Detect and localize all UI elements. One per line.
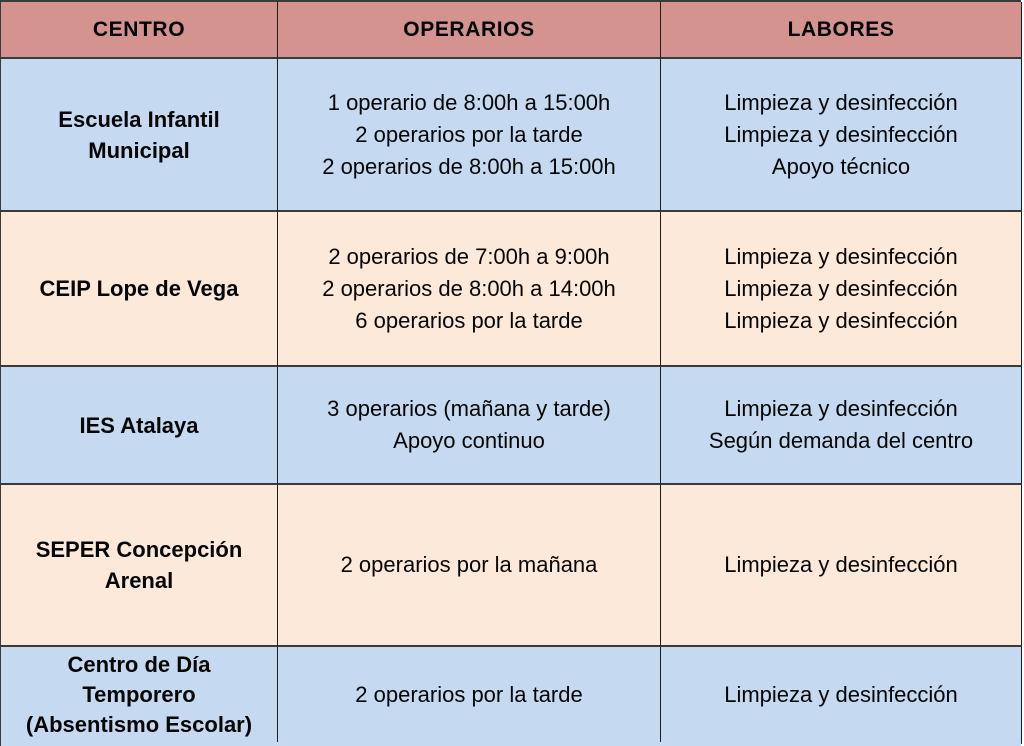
cell-line: Limpieza y desinfección [724, 121, 958, 147]
cell-line: Limpieza y desinfección [724, 243, 958, 269]
cell-line: Apoyo continuo [393, 428, 545, 453]
header-cell-centro [1, 2, 278, 59]
header-label: CENTRO [92, 17, 186, 41]
cell-line: Arenal [104, 568, 174, 593]
header-label: OPERARIOS [403, 17, 535, 41]
cell-line: Limpieza y desinfección [724, 552, 958, 577]
header-cell-operarios [278, 2, 661, 59]
labores-cell [661, 647, 1022, 744]
operarios-cell [278, 367, 661, 485]
cell-line: Apoyo técnico [771, 153, 911, 179]
cell-line: 6 operarios por la tarde [355, 307, 583, 333]
cell-line: 2 operarios por la tarde [355, 681, 583, 707]
operarios-cell [278, 485, 661, 647]
cell-line: CEIP Lope de Vega [39, 276, 239, 301]
centro-cell [1, 647, 278, 744]
centro-cell [1, 59, 278, 212]
centro-cell [1, 212, 278, 367]
cell-line: 2 operarios de 7:00h a 9:00h [328, 243, 610, 269]
labores-cell [661, 367, 1022, 485]
cell-line: 1 operario de 8:00h a 15:00h [327, 89, 611, 115]
operarios-cell [278, 647, 661, 744]
labores-cell [661, 212, 1022, 367]
cell-line: Temporero [82, 681, 196, 707]
centro-cell [1, 367, 278, 485]
cell-line: Limpieza y desinfección [724, 396, 958, 421]
cell-line: Escuela Infantil [58, 106, 220, 132]
header-cell-labores [661, 2, 1022, 59]
operarios-cell [278, 212, 661, 367]
cell-line: 3 operarios (mañana y tarde) [327, 396, 611, 421]
cell-line: Limpieza y desinfección [724, 275, 958, 301]
cut-off-next-row-strip [0, 742, 1021, 746]
labores-cell [661, 485, 1022, 647]
header-label: LABORES [787, 17, 895, 41]
cell-line: Según demanda del centro [708, 428, 974, 453]
cell-line: Limpieza y desinfección [724, 89, 958, 115]
cell-line: SEPER Concepción [35, 537, 243, 562]
cell-line: 2 operarios de 8:00h a 14:00h [322, 275, 616, 301]
centro-cell [1, 485, 278, 647]
cell-line: (Absentismo Escolar) [25, 711, 253, 737]
cell-line: 2 operarios de 8:00h a 15:00h [322, 153, 616, 179]
operarios-cell [278, 59, 661, 212]
cell-line: 2 operarios por la tarde [355, 121, 583, 147]
cell-line: Limpieza y desinfección [724, 681, 958, 707]
cell-line: Limpieza y desinfección [724, 307, 958, 333]
cell-line: Municipal [88, 137, 190, 163]
labores-cell [661, 59, 1022, 212]
cell-line: IES Atalaya [79, 412, 199, 438]
cell-line: Centro de Día [67, 651, 211, 677]
cell-line: 2 operarios por la mañana [340, 552, 598, 577]
